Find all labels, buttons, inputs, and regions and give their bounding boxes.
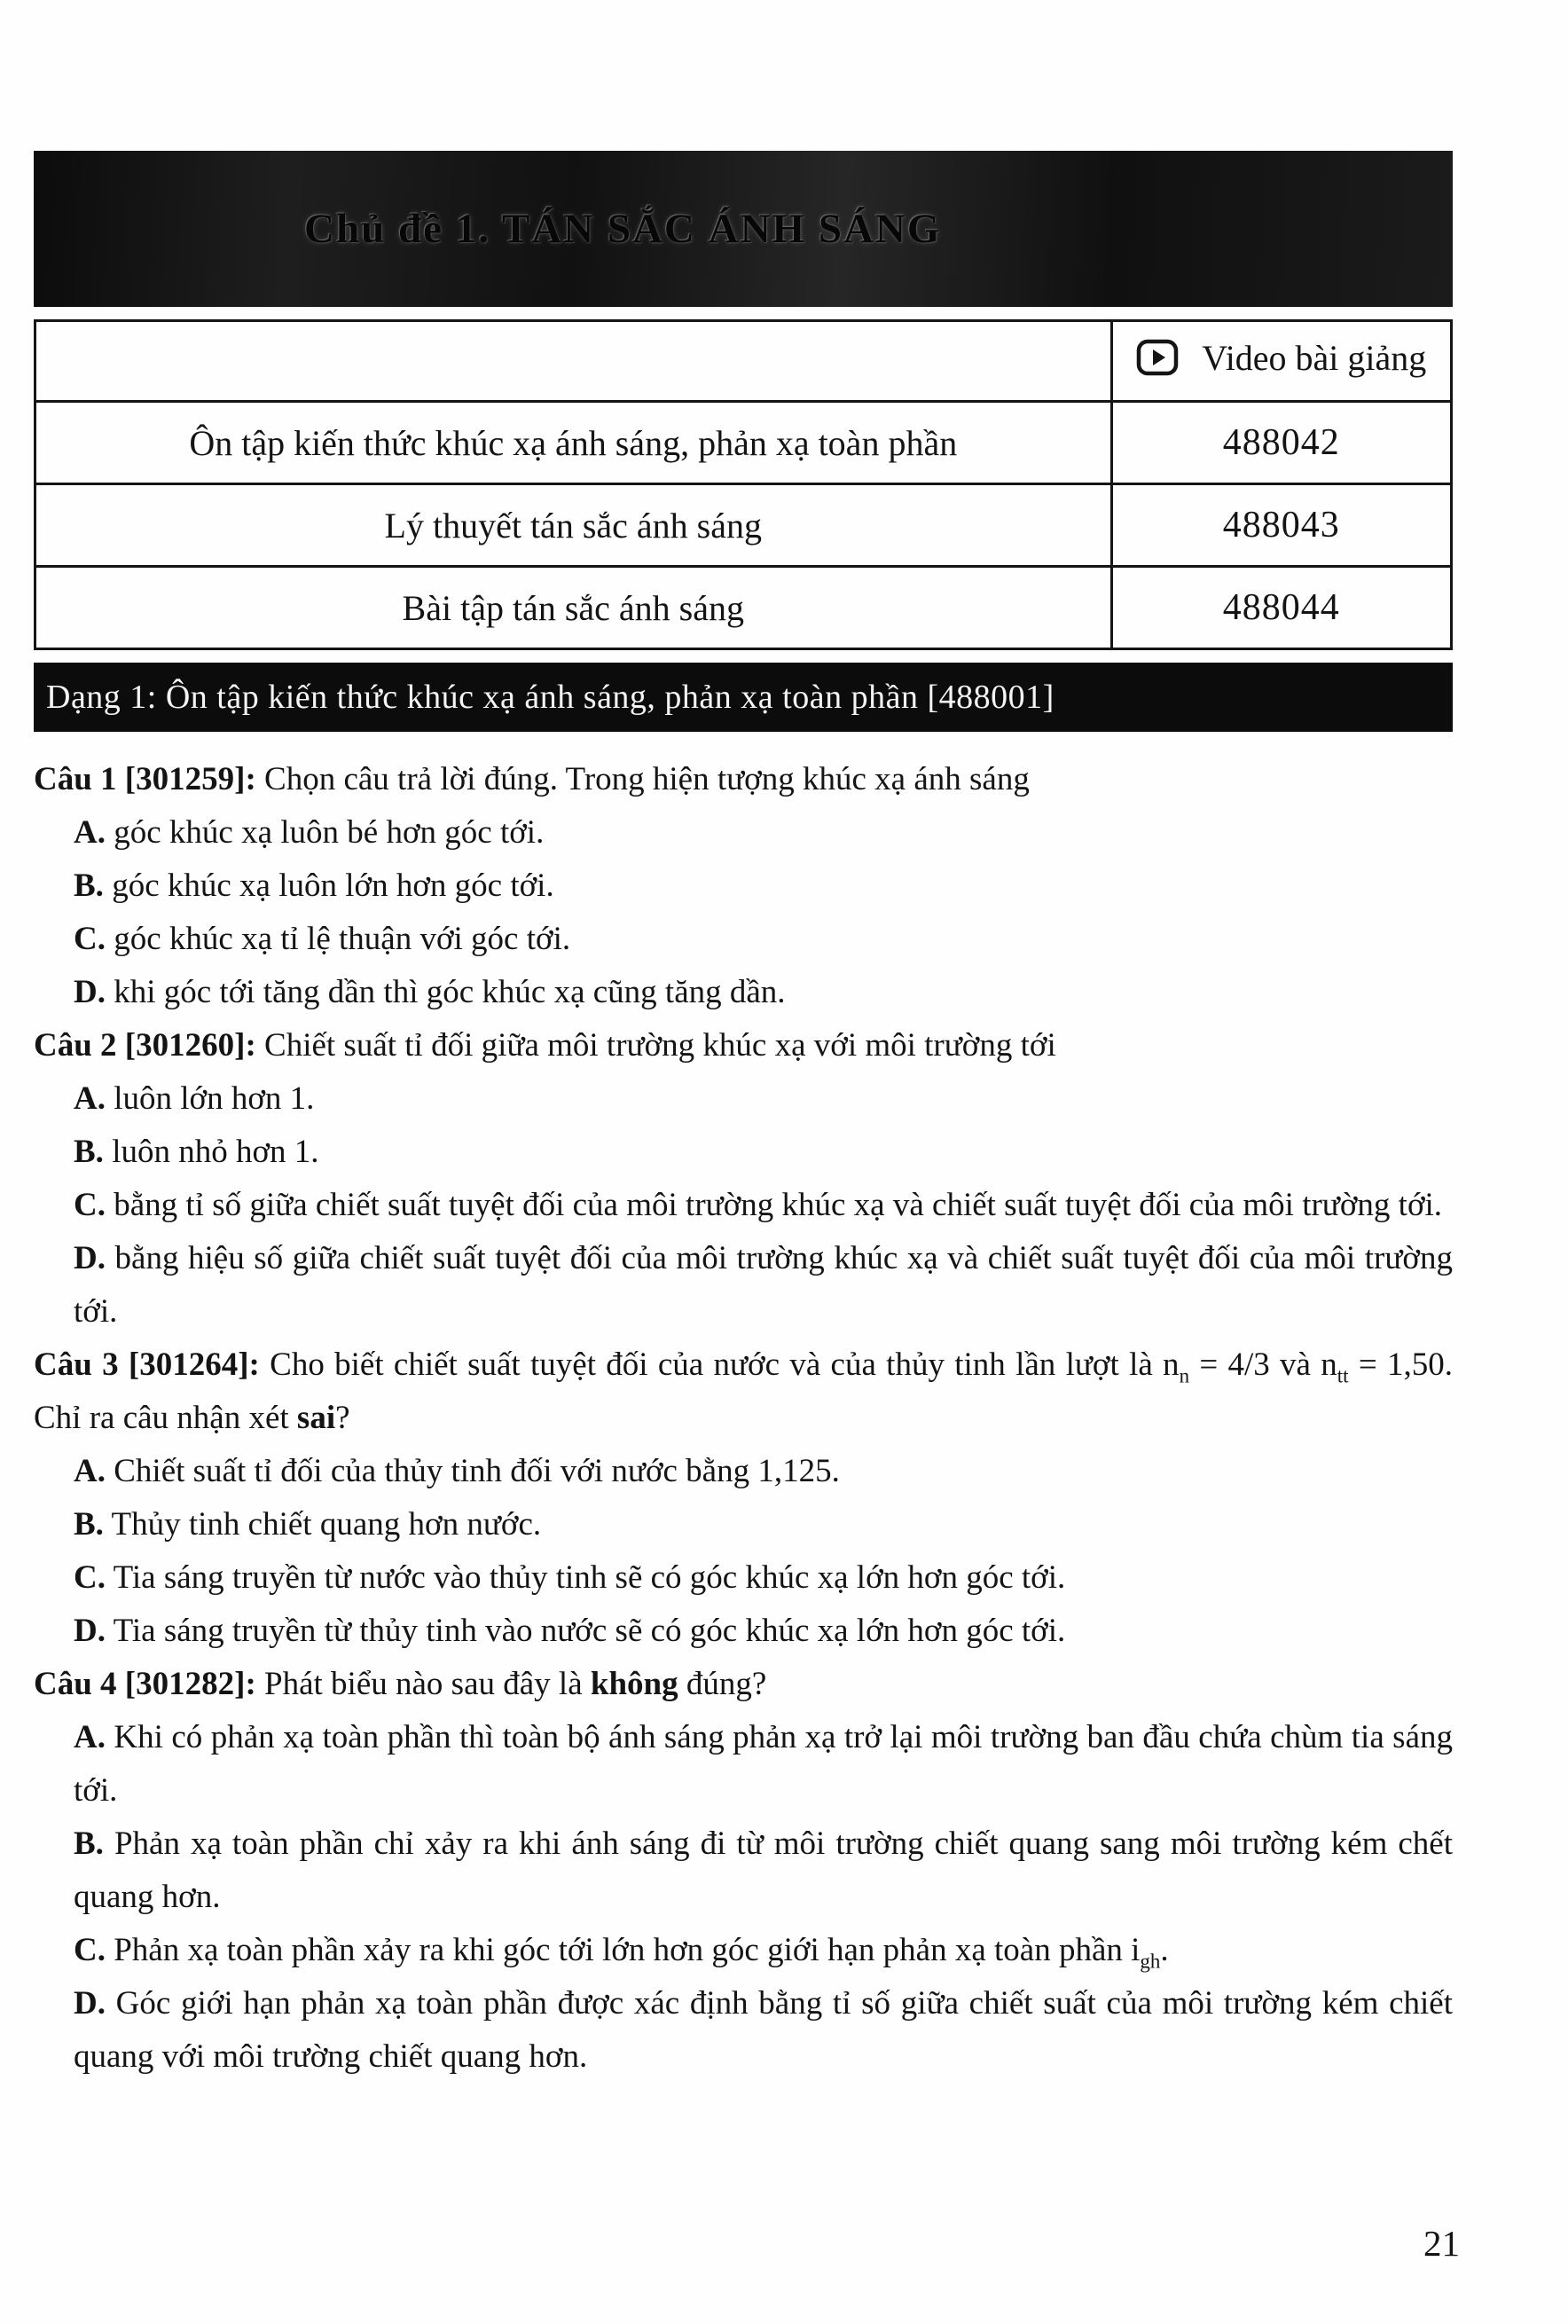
chapter-banner — [34, 151, 1453, 307]
answer-option: A. góc khúc xạ luôn bé hơn góc tới. — [74, 814, 545, 851]
video-table-body — [35, 402, 1452, 649]
video-table-row — [35, 402, 1452, 484]
video-table-row — [35, 567, 1452, 649]
question-stem: Câu 3 [301264]: Cho biết chiết suất tuyệt đối của nước và của thủy tinh lần lượt là $n_n = 4/3$ và $n_{tt} = 1,50$. Chỉ ra câu nhận xét sai? — [34, 1347, 1453, 1436]
video-topic: Ôn tập kiến thức khúc xạ ánh sáng, phản xạ toàn phần — [35, 402, 1112, 484]
video-table-header-empty-cell — [35, 321, 1112, 402]
question-stem: Câu 1 [301259]: Chọn câu trả lời đúng. Trong hiện tượng khúc xạ ánh sáng — [34, 761, 1030, 797]
section-bar — [34, 663, 1453, 732]
answer-option: D. Góc giới hạn phản xạ toàn phần được xác định bằng tỉ số giữa chiết suất của môi trường kém chiết quang với môi trường chiết quang hơn. — [74, 1985, 1453, 2075]
video-table-header-cell — [1111, 321, 1451, 402]
answer-option: D. khi góc tới tăng dần thì góc khúc xạ cũng tăng dần. — [74, 974, 786, 1010]
answer-option: B. luôn nhỏ hơn 1. — [74, 1134, 319, 1170]
question-stem: Câu 2 [301260]: Chiết suất tỉ đối giữa môi trường khúc xạ với môi trường tới — [34, 1027, 1056, 1064]
page-number: 21 — [1423, 2223, 1460, 2264]
video-table-header-label: Video bài giảng — [1202, 338, 1427, 378]
answer-option: B. Phản xạ toàn phần chỉ xảy ra khi ánh sáng đi từ môi trường chiết quang sang môi trường kém chết quang hơn. — [74, 1825, 1453, 1915]
video-table-row — [35, 484, 1452, 567]
video-topic: Bài tập tán sắc ánh sáng — [35, 567, 1112, 649]
question-stem: Câu 4 [301282]: Phát biểu nào sau đây là không đúng? — [34, 1666, 767, 1702]
answer-option: C. Tia sáng truyền từ nước vào thủy tinh sẽ có góc khúc xạ lớn hơn góc tới. — [74, 1559, 1066, 1596]
section-bar-title: Dạng 1: Ôn tập kiến thức khúc xạ ánh sáng, phản xạ toàn phần [488001] — [46, 679, 1054, 716]
answer-option: C. góc khúc xạ tỉ lệ thuận với góc tới. — [74, 921, 571, 957]
video-id: 488042 — [1111, 402, 1451, 484]
video-topic: Lý thuyết tán sắc ánh sáng — [35, 484, 1112, 567]
answer-option: A. Khi có phản xạ toàn phần thì toàn bộ ánh sáng phản xạ trở lại môi trường ban đầu chứa chùm tia sáng tới. — [74, 1719, 1453, 1809]
answer-option: A. Chiết suất tỉ đối của thủy tinh đối với nước bằng 1,125. — [74, 1453, 840, 1489]
video-table-header-row — [35, 321, 1452, 402]
play-icon — [1136, 344, 1188, 384]
answer-option: D. bằng hiệu số giữa chiết suất tuyệt đối của môi trường khúc xạ và chiết suất tuyệt đối của môi trường tới. — [74, 1240, 1453, 1330]
answer-option: B. góc khúc xạ luôn lớn hơn góc tới. — [74, 868, 554, 904]
answer-option: C. bằng tỉ số giữa chiết suất tuyệt đối của môi trường khúc xạ và chiết suất tuyệt đối của môi trường tới. — [74, 1187, 1443, 1223]
answer-option: A. luôn lớn hơn 1. — [74, 1080, 315, 1117]
chapter-title: Chủ đề 1. TÁN SẮC ÁNH SÁNG — [304, 206, 942, 252]
answer-option: D. Tia sáng truyền từ thủy tinh vào nước sẽ có góc khúc xạ lớn hơn góc tới. — [74, 1613, 1066, 1649]
video-table — [34, 319, 1453, 650]
page-content — [34, 0, 1453, 2084]
answer-option: B. Thủy tinh chiết quang hơn nước. — [74, 1506, 542, 1543]
questions — [34, 753, 1453, 2084]
video-id: 488043 — [1111, 484, 1451, 567]
answer-option: C. Phản xạ toàn phần xảy ra khi góc tới lớn hơn góc giới hạn phản xạ toàn phần $i_{gh}$. — [74, 1932, 1169, 1973]
video-id: 488044 — [1111, 567, 1451, 649]
